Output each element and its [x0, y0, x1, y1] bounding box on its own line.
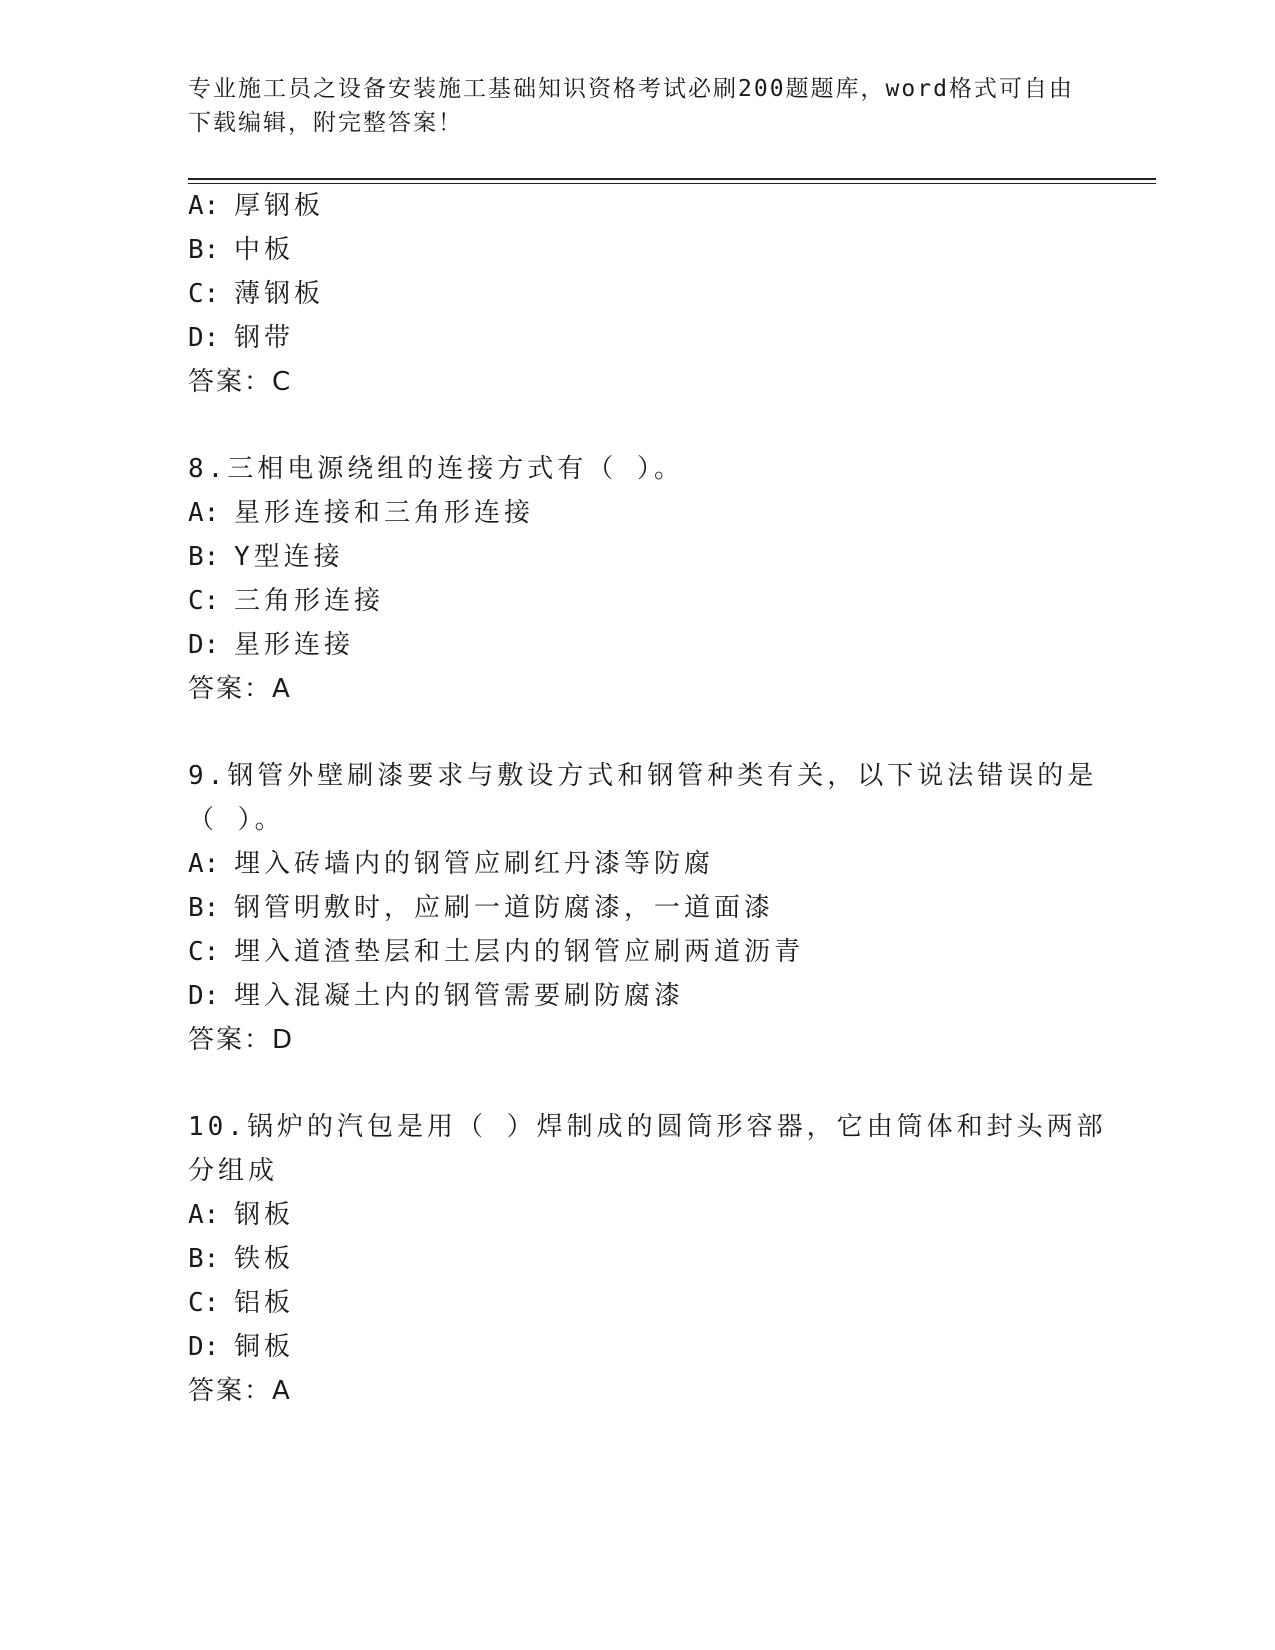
q8-option-d	[188, 627, 354, 663]
option-text: 铜板	[234, 1332, 295, 1362]
q10-option-c	[188, 1285, 294, 1321]
option-letter: D:	[188, 1332, 220, 1362]
q8-stem: 8.三相电源绕组的连接方式有（ ）。	[188, 454, 684, 484]
q10-option-a	[188, 1197, 294, 1233]
option-letter: A:	[188, 1200, 220, 1230]
option-text: 三角形连接	[234, 586, 385, 616]
option-letter: C:	[188, 937, 220, 967]
option-letter: B:	[188, 893, 220, 923]
option-text: 埋入道渣垫层和土层内的钢管应刷两道沥青	[234, 937, 805, 967]
header-line-1: 专业施工员之设备安装施工基础知识资格考试必刷200题题库，word格式可自由	[188, 76, 1074, 102]
q8-option-b	[188, 539, 344, 575]
option-letter: D:	[188, 323, 220, 353]
q9-stem-line-1: 9.钢管外壁刷漆要求与敷设方式和钢管种类有关，以下说法错误的是	[188, 761, 1098, 791]
q9-answer: 答案：D	[188, 1025, 295, 1055]
q7-answer: 答案：C	[188, 367, 293, 397]
option-text: 钢带	[234, 323, 295, 353]
option-letter: B:	[188, 235, 220, 265]
header-divider-thin	[188, 183, 1156, 184]
option-text: 钢板	[234, 1200, 295, 1230]
q8-option-a	[188, 495, 534, 531]
option-text: 厚钢板	[234, 191, 325, 221]
option-text: Y型连接	[234, 542, 344, 572]
option-text: 埋入砖墙内的钢管应刷红丹漆等防腐	[234, 849, 715, 879]
q9-option-d	[188, 978, 684, 1014]
option-text: 埋入混凝土内的钢管需要刷防腐漆	[234, 981, 685, 1011]
option-text: 钢管明敷时，应刷一道防腐漆，一道面漆	[234, 893, 775, 923]
option-letter: B:	[188, 542, 220, 572]
option-text: 星形连接和三角形连接	[234, 498, 535, 528]
q7-option-a	[188, 188, 324, 224]
q9-option-a	[188, 846, 714, 882]
option-text: 中板	[234, 235, 295, 265]
option-letter: A:	[188, 191, 220, 221]
option-letter: D:	[188, 630, 220, 660]
option-letter: C:	[188, 1288, 220, 1318]
option-letter: A:	[188, 849, 220, 879]
option-letter: D:	[188, 981, 220, 1011]
option-letter: A:	[188, 498, 220, 528]
q9-option-c	[188, 934, 804, 970]
q9-option-b	[188, 890, 774, 926]
option-text: 薄钢板	[234, 279, 325, 309]
q10-stem-line-1: 10.锅炉的汽包是用（ ）焊制成的圆筒形容器，它由筒体和封头两部	[188, 1112, 1107, 1142]
option-letter: B:	[188, 1244, 220, 1274]
option-text: 铝板	[234, 1288, 295, 1318]
q8-option-c	[188, 583, 384, 619]
q7-option-d	[188, 320, 294, 356]
q9-stem-line-2: （ ）。	[188, 805, 285, 835]
option-letter: C:	[188, 279, 220, 309]
option-letter: C:	[188, 586, 220, 616]
header-line-2: 下载编辑，附完整答案！	[188, 110, 463, 136]
q7-option-b	[188, 232, 294, 268]
q7-option-c	[188, 276, 324, 312]
option-text: 铁板	[234, 1244, 295, 1274]
option-text: 星形连接	[234, 630, 355, 660]
q8-answer: 答案：A	[188, 674, 292, 704]
document-header	[188, 72, 1088, 140]
q10-answer: 答案：A	[188, 1376, 292, 1406]
q10-option-d	[188, 1329, 294, 1365]
q10-option-b	[188, 1241, 294, 1277]
q10-stem-line-2: 分组成	[188, 1156, 279, 1186]
header-divider-thick	[188, 178, 1156, 180]
